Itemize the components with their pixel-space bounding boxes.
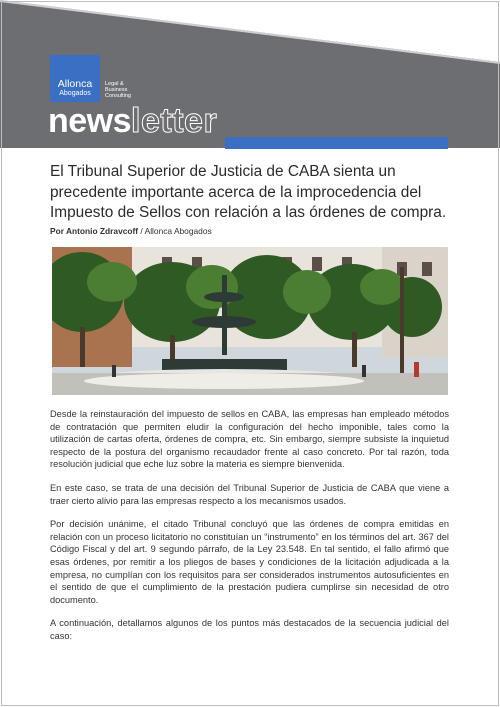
article-paragraph: Desde la reinstauración del impuesto de sellos en CABA, las empresas han empleado métodos de contratación que permiten eludir la configuración del hecho imponible, tales como la utilización de cartas oferta, órdenes de compra, etc. Sin embargo, siempre subsiste la inquietud respecto de la postura del organismo recaudador frente al caso concreto. Por tal razón, toda resolución judicial que eche luz sobre la materia es siempre bienvenida. xyxy=(50,409,449,470)
article-paragraph: Por decisión unánime, el citado Tribunal concluyó que las órdenes de compra emitidas en relación con un proceso licitatorio no constituían un “instrumento” en los términos del art. 367 del Código Fiscal y del art. 9 segundo párrafo, de la Ley 23.548. En tal sentido, el fallo afirmó que esas órdenes, por remitir a los pliegos de bases y condiciones de la licitación adjudicada a la empresa, no cumplían con los requisitos para ser considerados instrumentos autosuficientes en el sentido de que el cumplimiento de la prestación pudiera cumplirse sin necesidad de otro documento. xyxy=(50,519,449,605)
logo-tagline: Legal & Business Consulting xyxy=(105,81,131,99)
allonca-logo[interactable] xyxy=(50,55,100,102)
fountain-plaza-photo xyxy=(52,247,448,395)
article-body xyxy=(50,408,449,654)
masthead-news: news xyxy=(48,102,132,140)
article-paragraph: En este caso, se trata de una decisión del Tribunal Superior de Justicia de CABA que viene a traer cierto alivio para las empresas respecto a los mecanismos usados. xyxy=(50,482,449,506)
article-byline xyxy=(50,226,212,236)
masthead-letter: letter xyxy=(131,102,218,140)
article-title: El Tribunal Superior de Justicia de CABA sienta un precedente importante acerca de la improcedencia del Impuesto de Sellos con relación a las órdenes de compra. xyxy=(50,163,447,221)
logo-name: Allonca xyxy=(57,78,93,90)
newsletter-masthead xyxy=(48,101,217,141)
byline-firm: / Allonca Abogados xyxy=(138,226,212,236)
article-paragraph: A continuación, detallamos algunos de los puntos más destacados de la secuencia judicial del caso: xyxy=(50,618,449,641)
accent-bar xyxy=(225,137,448,149)
byline-author: Por Antonio Zdravcoff xyxy=(50,226,139,236)
issue-date: Septiembre 2022 / Nº1 xyxy=(387,16,480,26)
newsletter-header xyxy=(0,0,500,148)
logo-sub: Abogados xyxy=(59,90,91,97)
